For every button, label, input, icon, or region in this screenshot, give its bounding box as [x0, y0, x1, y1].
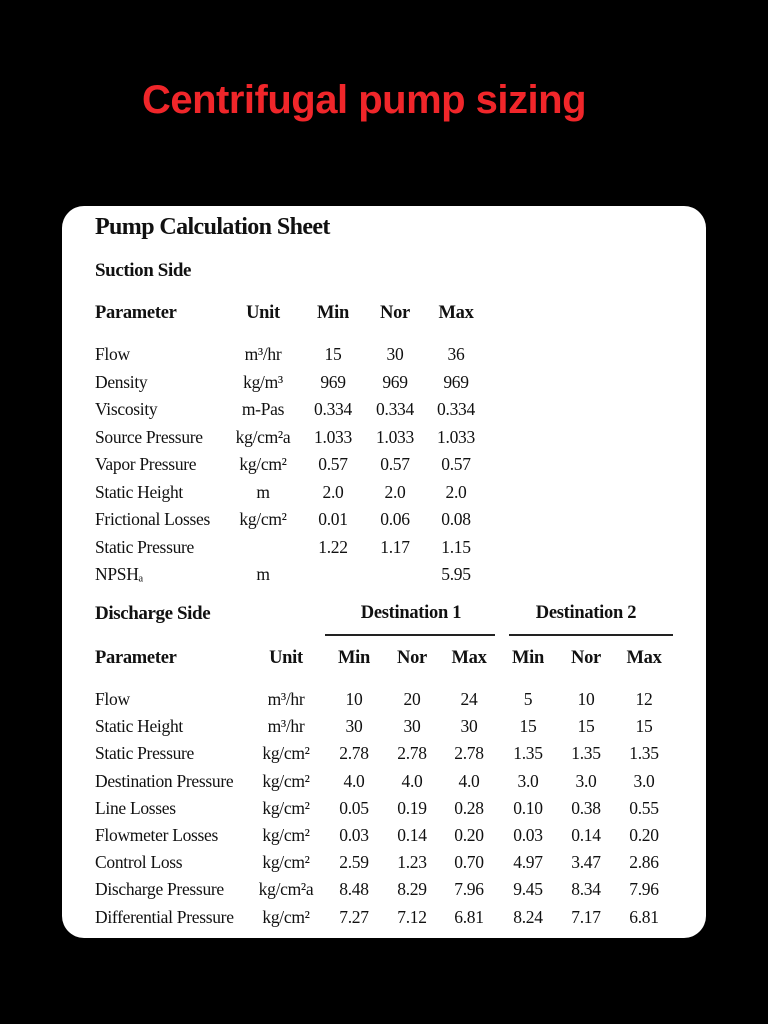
discharge-d1-cell: 10 — [345, 689, 363, 709]
discharge-d2-cell: 6.81 — [629, 906, 659, 927]
suction-unit-cell: kg/cm²a — [235, 426, 291, 447]
suction-param-cell: NPSHₐ — [95, 564, 144, 584]
discharge-param-cell: Flow — [95, 689, 130, 709]
discharge-unit-header: Unit — [269, 648, 303, 668]
discharge-d2-cell: 0.20 — [629, 825, 659, 845]
discharge-unit-cell: kg/cm² — [262, 906, 310, 927]
suction-min-cell: 0.57 — [318, 454, 348, 474]
discharge-param-cell: Discharge Pressure — [95, 879, 224, 900]
discharge-unit-cell: kg/cm²a — [258, 879, 314, 900]
discharge-unit-cell: kg/cm² — [262, 743, 310, 764]
discharge-d1-cell: 2.78 — [339, 743, 369, 764]
discharge-d1-cell: 2.78 — [397, 743, 427, 764]
discharge-d1-max-header: Max — [451, 648, 487, 668]
discharge-d2-cell: 0.38 — [571, 797, 601, 818]
discharge-param-cell: Destination Pressure — [95, 770, 234, 791]
destination-1-rule — [325, 634, 495, 636]
discharge-param-header: Parameter — [95, 648, 177, 668]
suction-max-header: Max — [438, 303, 474, 323]
suction-nor-header: Nor — [380, 303, 410, 323]
suction-unit-cell: m³/hr — [244, 344, 282, 364]
suction-nor-cell: 0.57 — [380, 454, 410, 474]
suction-param-cell: Vapor Pressure — [95, 454, 197, 474]
discharge-d1-cell: 8.48 — [339, 879, 369, 900]
suction-max-cell: 1.033 — [437, 426, 475, 447]
discharge-d2-cell: 3.0 — [517, 770, 539, 791]
suction-max-cell: 36 — [447, 344, 465, 364]
suction-min-cell: 1.033 — [314, 426, 352, 447]
discharge-unit-cell: kg/cm² — [262, 852, 310, 873]
discharge-d1-cell: 0.03 — [339, 825, 369, 845]
suction-min-cell: 15 — [324, 344, 342, 364]
suction-min-cell: 0.01 — [318, 509, 348, 529]
discharge-d2-cell: 9.45 — [513, 879, 543, 900]
discharge-d1-cell: 30 — [460, 716, 478, 737]
discharge-d1-cell: 6.81 — [454, 906, 484, 927]
discharge-d1-cell: 0.20 — [454, 825, 484, 845]
discharge-d2-min-header: Min — [512, 648, 544, 668]
discharge-unit-cell: kg/cm² — [262, 825, 310, 845]
discharge-d1-cell: 4.0 — [343, 770, 365, 791]
suction-max-cell: 0.08 — [441, 509, 471, 529]
discharge-d1-cell: 4.0 — [458, 770, 480, 791]
discharge-d2-cell: 15 — [635, 716, 653, 737]
discharge-d1-cell: 0.14 — [397, 825, 427, 845]
discharge-d1-min-header: Min — [338, 648, 370, 668]
discharge-d2-cell: 10 — [577, 689, 595, 709]
destination-2-header: Destination 2 — [535, 603, 637, 623]
suction-min-cell: 2.0 — [322, 481, 344, 502]
discharge-d2-cell: 15 — [577, 716, 595, 737]
discharge-d2-cell: 0.55 — [629, 797, 659, 818]
discharge-d2-cell: 3.0 — [575, 770, 597, 791]
suction-param-cell: Source Pressure — [95, 426, 203, 447]
suction-max-cell: 2.0 — [445, 481, 467, 502]
discharge-d2-nor-header: Nor — [571, 648, 601, 668]
discharge-d2-cell: 8.34 — [571, 879, 601, 900]
suction-param-cell: Flow — [95, 344, 130, 364]
discharge-d2-max-header: Max — [626, 648, 662, 668]
suction-min-header: Min — [317, 303, 349, 323]
banner-title: Centrifugal pump sizing — [141, 78, 587, 122]
discharge-param-cell: Flowmeter Losses — [95, 825, 219, 845]
suction-param-cell: Static Height — [95, 481, 183, 502]
suction-min-cell: 969 — [320, 371, 346, 392]
discharge-d1-cell: 7.96 — [454, 879, 484, 900]
discharge-d1-cell: 8.29 — [397, 879, 427, 900]
discharge-d2-cell: 3.47 — [571, 852, 601, 873]
discharge-unit-cell: kg/cm² — [262, 770, 310, 791]
discharge-d1-cell: 20 — [403, 689, 421, 709]
discharge-d2-cell: 0.03 — [513, 825, 543, 845]
suction-unit-cell: kg/cm² — [239, 454, 287, 474]
discharge-d2-cell: 3.0 — [633, 770, 655, 791]
suction-param-cell: Frictional Losses — [95, 509, 210, 529]
discharge-d1-cell: 0.28 — [454, 797, 484, 818]
discharge-d2-cell: 0.10 — [513, 797, 543, 818]
suction-unit-cell: kg/cm² — [239, 509, 287, 529]
suction-nor-cell: 969 — [382, 371, 408, 392]
suction-unit-cell: kg/m³ — [243, 371, 283, 392]
suction-unit-cell: m — [256, 564, 270, 584]
discharge-d1-cell: 4.0 — [401, 770, 423, 791]
discharge-d2-cell: 1.35 — [571, 743, 601, 764]
discharge-d1-nor-header: Nor — [397, 648, 427, 668]
discharge-d2-cell: 15 — [519, 716, 537, 737]
discharge-d2-cell: 12 — [635, 689, 653, 709]
suction-max-cell: 5.95 — [441, 564, 471, 584]
discharge-d1-cell: 1.23 — [397, 852, 427, 873]
discharge-unit-cell: m³/hr — [267, 716, 305, 737]
discharge-param-cell: Control Loss — [95, 852, 183, 873]
discharge-d1-cell: 30 — [345, 716, 363, 737]
discharge-d1-cell: 30 — [403, 716, 421, 737]
discharge-d2-cell: 1.35 — [629, 743, 659, 764]
discharge-d1-cell: 24 — [460, 689, 478, 709]
suction-max-cell: 0.57 — [441, 454, 471, 474]
discharge-d1-cell: 0.05 — [339, 797, 369, 818]
discharge-d1-cell: 7.12 — [397, 906, 427, 927]
discharge-d1-cell: 2.78 — [454, 743, 484, 764]
suction-unit-cell: m-Pas — [241, 399, 285, 419]
suction-max-cell: 0.334 — [437, 399, 475, 419]
discharge-section-label: Discharge Side — [95, 603, 211, 624]
discharge-d2-cell: 5 — [523, 689, 533, 709]
discharge-d2-cell: 1.35 — [513, 743, 543, 764]
discharge-d2-cell: 7.96 — [629, 879, 659, 900]
suction-unit-header: Unit — [246, 303, 280, 323]
suction-section-label: Suction Side — [95, 260, 192, 281]
discharge-param-cell: Static Height — [95, 716, 183, 737]
suction-nor-cell: 0.334 — [376, 399, 414, 419]
discharge-param-cell: Static Pressure — [95, 743, 195, 764]
discharge-d1-cell: 0.19 — [397, 797, 427, 818]
discharge-unit-cell: kg/cm² — [262, 797, 310, 818]
suction-param-cell: Viscosity — [95, 399, 158, 419]
suction-param-cell: Density — [95, 371, 148, 392]
discharge-d1-cell: 0.70 — [454, 852, 484, 873]
discharge-d1-cell: 7.27 — [339, 906, 369, 927]
discharge-d2-cell: 4.97 — [513, 852, 543, 873]
destination-2-rule — [509, 634, 673, 636]
discharge-d1-cell: 2.59 — [339, 852, 369, 873]
suction-min-cell: 0.334 — [314, 399, 352, 419]
suction-nor-cell: 30 — [386, 344, 404, 364]
discharge-d2-cell: 0.14 — [571, 825, 601, 845]
suction-unit-cell: m — [256, 481, 270, 502]
discharge-unit-cell: m³/hr — [267, 689, 305, 709]
discharge-d2-cell: 7.17 — [571, 906, 601, 927]
suction-max-cell: 969 — [443, 371, 469, 392]
destination-1-header: Destination 1 — [360, 603, 462, 623]
pump-calculation-sheet — [62, 206, 706, 938]
suction-nor-cell: 2.0 — [384, 481, 406, 502]
discharge-param-cell: Line Losses — [95, 797, 176, 818]
sheet-title: Pump Calculation Sheet — [95, 214, 330, 240]
discharge-d2-cell: 2.86 — [629, 852, 659, 873]
suction-param-header: Parameter — [95, 303, 177, 323]
suction-nor-cell: 1.033 — [376, 426, 414, 447]
discharge-d2-cell: 8.24 — [513, 906, 543, 927]
suction-max-cell: 1.15 — [441, 536, 471, 557]
suction-nor-cell: 1.17 — [380, 536, 410, 557]
suction-nor-cell: 0.06 — [380, 509, 410, 529]
suction-min-cell: 1.22 — [318, 536, 348, 557]
suction-param-cell: Static Pressure — [95, 536, 195, 557]
discharge-param-cell: Differential Pressure — [95, 906, 234, 927]
